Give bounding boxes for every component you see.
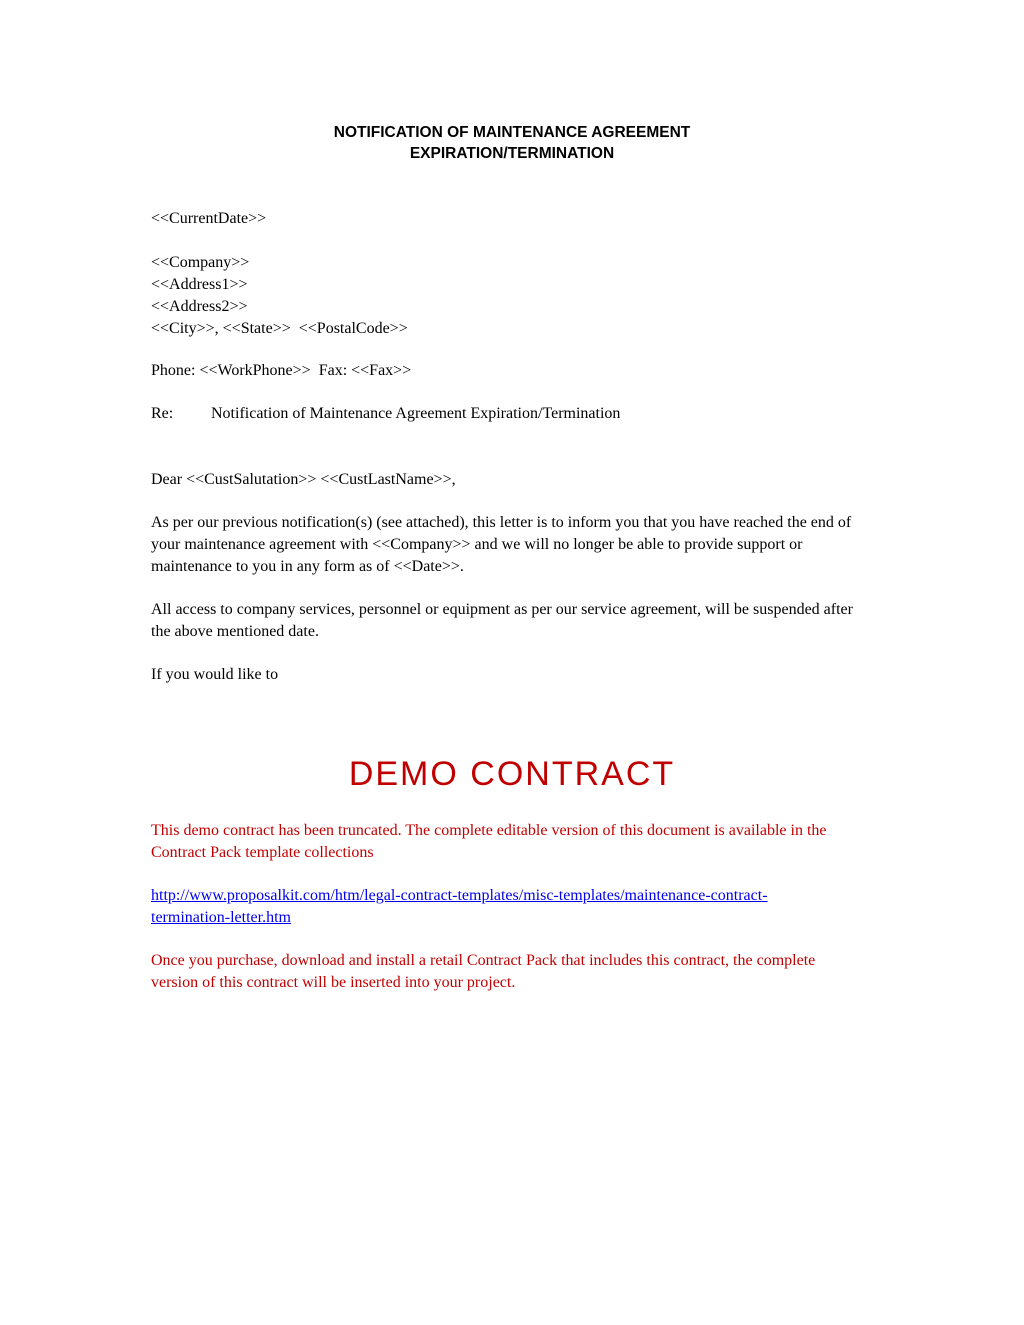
address-block xyxy=(151,252,871,340)
current-date: <<CurrentDate>> xyxy=(151,210,267,227)
demo-purchase-notice: Once you purchase, download and install a retail Contract Pack that includes this contract, the complete version of this contract will be inserted into your project. xyxy=(151,952,816,991)
title-line-1: NOTIFICATION OF MAINTENANCE AGREEMENT xyxy=(333,124,691,141)
demo-link-block xyxy=(151,885,881,929)
phone-fax-text: Phone: <<WorkPhone>> Fax: <<Fax>> xyxy=(151,362,412,379)
demo-contract-heading: DEMO CONTRACT xyxy=(348,755,676,793)
demo-notice: This demo contract has been truncated. The complete editable version of this document is available in the Contract Pack template collections xyxy=(151,822,827,861)
document-title xyxy=(0,122,1024,164)
link-line-2: termination-letter.htm xyxy=(151,909,291,926)
re-label: Re: xyxy=(151,405,174,422)
paragraph-3: If you would like to xyxy=(151,666,279,683)
contract-template-link[interactable] xyxy=(151,885,881,929)
address-line-1: <<Address1>> xyxy=(151,276,248,293)
address-city-state-zip: <<City>>, <<State>> <<PostalCode>> xyxy=(151,320,408,337)
link-line-1: http://www.proposalkit.com/htm/legal-contract-templates/misc-templates/maintenance-contract- xyxy=(151,887,768,904)
paragraph-2: All access to company services, personnel or equipment as per our service agreement, will be suspended after the above mentioned date. xyxy=(151,601,853,640)
address-line-2: <<Address2>> xyxy=(151,298,248,315)
title-line-2: EXPIRATION/TERMINATION xyxy=(409,145,615,162)
salutation: Dear <<CustSalutation>> <<CustLastName>>, xyxy=(151,471,456,488)
paragraph-1: As per our previous notification(s) (see attached), this letter is to inform you that you have reached the end of your maintenance agreement with <<Company>> and we will no longer be able to provide support or maintenance to you in any form as of <<Date>>. xyxy=(151,514,852,575)
phone-fax-line xyxy=(151,360,871,382)
re-line xyxy=(151,403,871,425)
address-company: <<Company>> xyxy=(151,254,250,271)
re-subject: Notification of Maintenance Agreement Expiration/Termination xyxy=(211,405,621,422)
